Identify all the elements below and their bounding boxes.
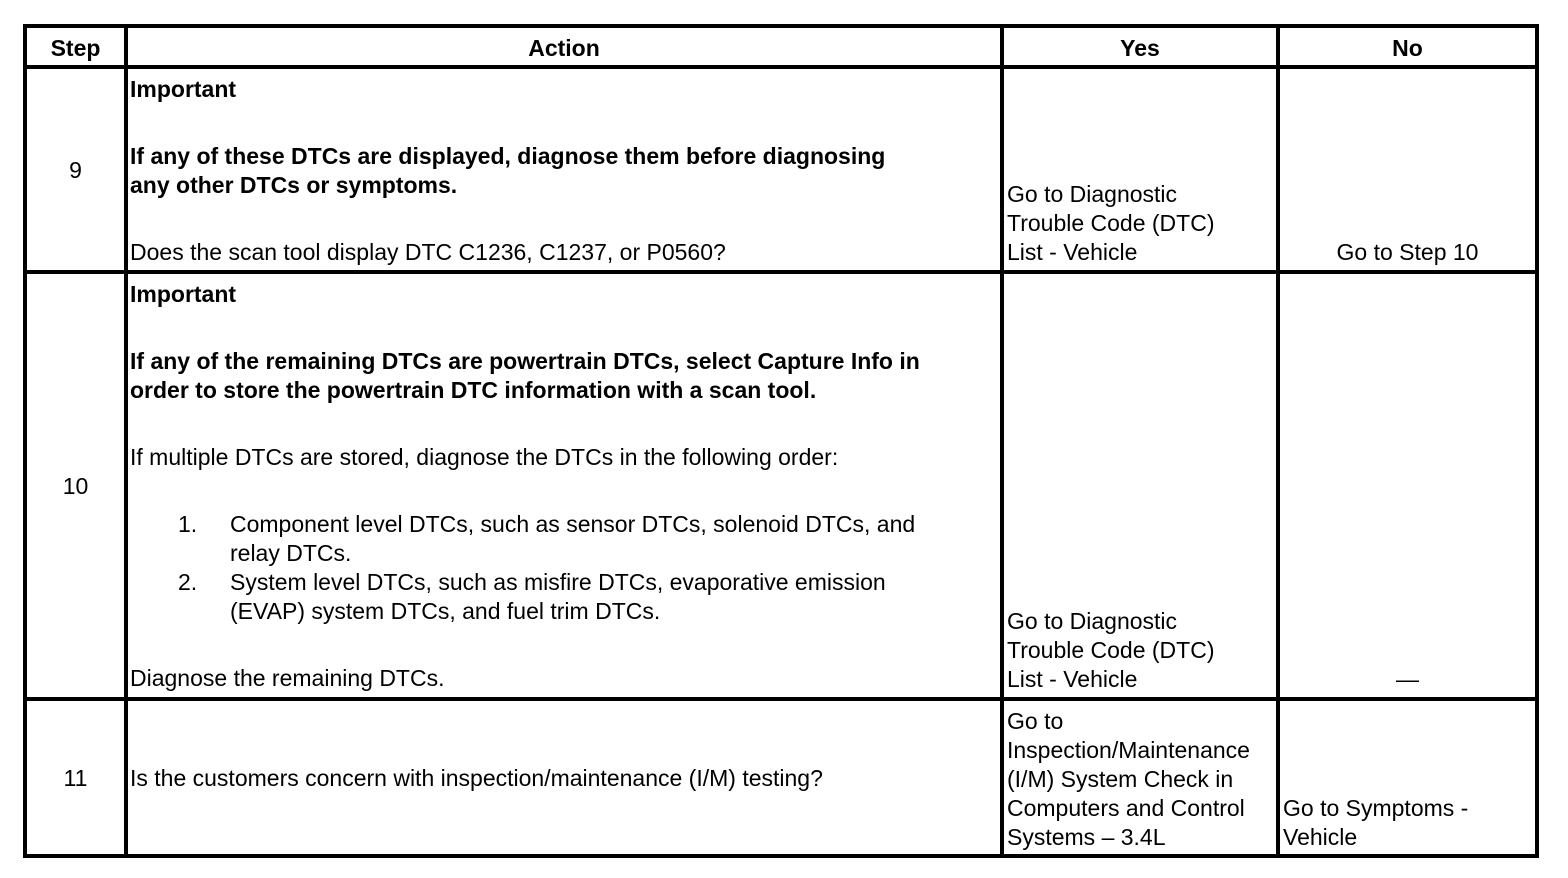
- action-cell: [130, 764, 998, 793]
- action-cell: [130, 280, 998, 693]
- list-item-number: 2.: [178, 569, 198, 595]
- important-label: Important: [130, 76, 237, 102]
- list-item: [130, 568, 998, 626]
- yes-text-line: Trouble Code (DTC): [1007, 210, 1215, 236]
- yes-text-line: List - Vehicle: [1007, 239, 1138, 265]
- yes-text-line: Go to Diagnostic: [1007, 608, 1178, 634]
- action-cell: [130, 75, 998, 267]
- important-label: Important: [130, 281, 237, 307]
- yes-text-line: List - Vehicle: [1007, 666, 1138, 692]
- no-text: —: [1396, 666, 1419, 692]
- column-divider: [1000, 28, 1004, 854]
- yes-cell: [1007, 69, 1275, 270]
- list-intro: If multiple DTCs are stored, diagnose the DTCs in the following order:: [130, 444, 839, 470]
- header-no: No: [1392, 35, 1423, 61]
- step-number: 10: [62, 473, 89, 499]
- no-text: Go to Step 10: [1336, 239, 1479, 265]
- list-item-text: Component level DTCs, such as sensor DTCs, solenoid DTCs, and: [230, 511, 916, 537]
- yes-cell: [1007, 707, 1275, 852]
- yes-text-line: Go to: [1007, 708, 1064, 734]
- yes-text-line: (I/M) System Check in: [1007, 766, 1234, 792]
- list-item-text: (EVAP) system DTCs, and fuel trim DTCs.: [230, 598, 661, 624]
- step-number: 9: [69, 157, 82, 183]
- row-divider: [27, 697, 1535, 701]
- no-cell: [1280, 274, 1535, 697]
- yes-text-line: Trouble Code (DTC): [1007, 637, 1215, 663]
- yes-text-line: Computers and Control: [1007, 795, 1245, 821]
- no-cell: [1280, 69, 1535, 270]
- step-number: 11: [63, 765, 88, 791]
- list-item-number: 1.: [178, 511, 198, 537]
- action-question: Diagnose the remaining DTCs.: [130, 665, 445, 691]
- action-question: Is the customers concern with inspection/maintenance (I/M) testing?: [130, 765, 823, 791]
- list-item-text: relay DTCs.: [230, 540, 352, 566]
- important-text-line: If any of the remaining DTCs are powertrain DTCs, select Capture Info in: [130, 348, 920, 374]
- yes-text-line: Systems – 3.4L: [1007, 824, 1166, 850]
- column-divider: [124, 28, 128, 854]
- important-text-line: any other DTCs or symptoms.: [130, 172, 458, 198]
- no-text-line: Go to Symptoms -: [1283, 795, 1469, 821]
- important-text-line: If any of these DTCs are displayed, diagnose them before diagnosing: [130, 143, 886, 169]
- header-step: Step: [50, 35, 101, 61]
- important-text-line: order to store the powertrain DTC information with a scan tool.: [130, 377, 817, 403]
- action-question: Does the scan tool display DTC C1236, C1237, or P0560?: [130, 239, 726, 265]
- diagnostic-table: [23, 24, 1539, 858]
- no-cell: [1283, 794, 1535, 852]
- list-item: [130, 510, 998, 568]
- no-text-line: Vehicle: [1283, 824, 1358, 850]
- list-item-text: System level DTCs, such as misfire DTCs, evaporative emission: [230, 569, 886, 595]
- yes-text-line: Go to Diagnostic: [1007, 181, 1178, 207]
- yes-text-line: Inspection/Maintenance: [1007, 737, 1250, 763]
- header-action: Action: [528, 35, 600, 61]
- yes-cell: [1007, 274, 1275, 697]
- header-yes: Yes: [1120, 35, 1160, 61]
